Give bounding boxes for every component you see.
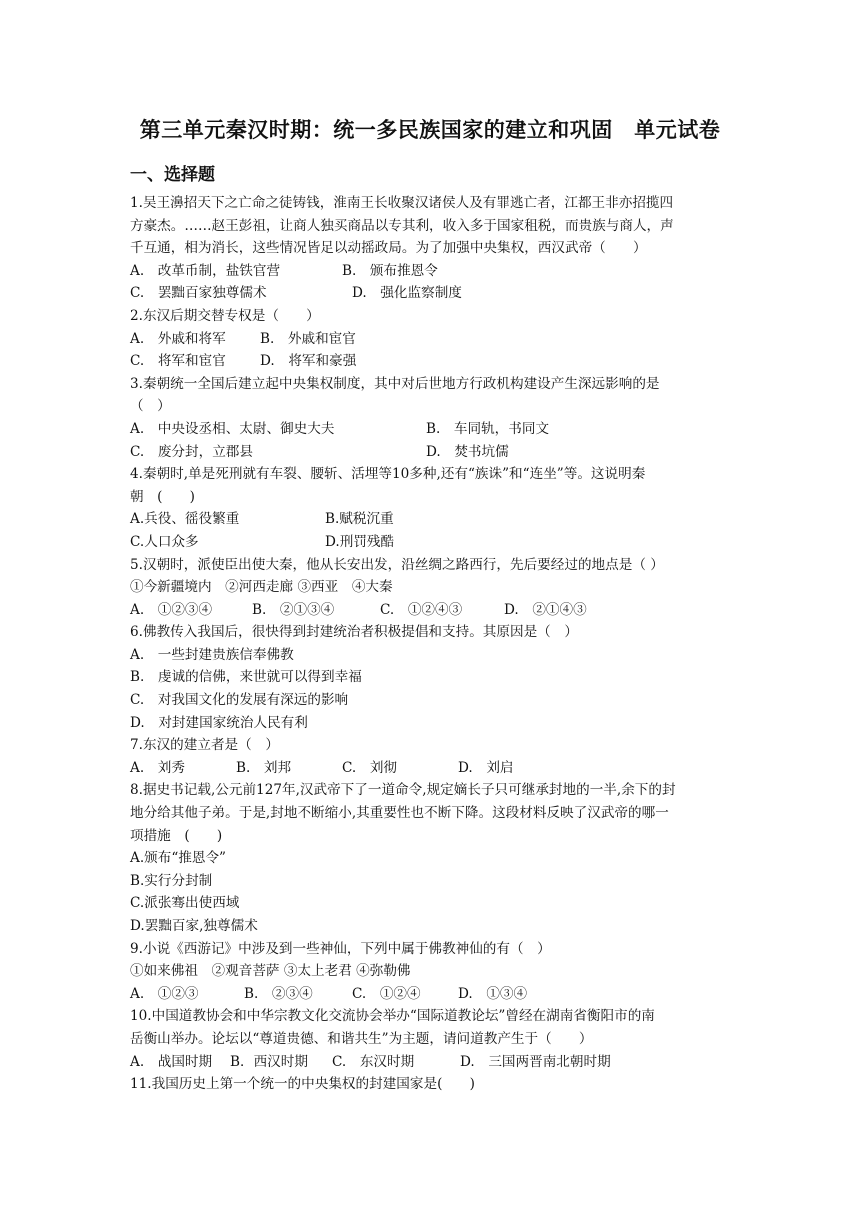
option-c[interactable]: C.派张骞出使西域 (130, 895, 240, 912)
options-row (130, 599, 730, 622)
question-text: 地分给其他子弟。于是,封地不断缩小,其重要性也不断下降。这段材料反映了汉武帝的哪一 (130, 805, 669, 822)
option-d[interactable]: D. 对封建国家统治人民有利 (130, 714, 308, 731)
option-b[interactable]: B．西汉时期 (230, 1053, 308, 1070)
question-items: ①如来佛祖 ②观音菩萨 ③太上老君 ④弥勒佛 (130, 963, 411, 980)
question-text: 10.中国道教协会和中华宗教文化交流协会举办“国际道教论坛”曾经在湖南省衡阳市的南 (130, 1008, 655, 1025)
question-text: 项措施 ( ) (130, 827, 223, 844)
option-a[interactable]: A.颁布“推恩令” (130, 850, 227, 867)
option-c[interactable]: C. 将军和宦官 (130, 353, 226, 370)
question-5 (130, 554, 730, 622)
options-row (130, 350, 730, 373)
option-d[interactable]: D. 刘启 (458, 759, 514, 776)
option-b[interactable]: B. 刘邦 (236, 759, 292, 776)
option-a[interactable]: A. 外戚和将军 (130, 330, 226, 347)
option-d[interactable]: D. ①③④ (458, 985, 528, 1002)
option-a[interactable]: A. 中央设丞相、太尉、御史大夫 (130, 420, 335, 437)
option-a[interactable]: A. 战国时期 (130, 1053, 213, 1070)
question-text: 千互通，相为消长，这些情况皆足以动摇政局。为了加强中央集权，西汉武帝（ ） (130, 240, 647, 257)
options-row (130, 441, 730, 464)
question-text: 岳衡山举办。论坛以“尊道贵德、和谐共生”为主题，请问道教产生于（ ） (130, 1030, 593, 1047)
options-row (130, 983, 730, 1006)
question-text: 方豪杰。……赵王彭祖，让商人独买商品以专其利，收入多于国家租税，而贵族与商人，声 (130, 217, 674, 234)
question-text: （ ） (130, 398, 171, 415)
question-2 (130, 305, 730, 373)
question-8 (130, 779, 730, 937)
option-b[interactable]: B.赋税沉重 (325, 511, 394, 528)
option-c[interactable]: C. 对我国文化的发展有深远的影响 (130, 692, 349, 709)
option-a[interactable]: A. 一些封建贵族信奉佛教 (130, 646, 294, 663)
question-text: 1.吴王濞招天下之亡命之徒铸钱，淮南王长收聚汉诸侯人及有罪逃亡者，江都王非亦招揽四 (130, 195, 674, 211)
option-b[interactable]: B. ②③④ (244, 985, 313, 1002)
question-7 (130, 734, 730, 779)
options-row (130, 260, 730, 283)
option-c[interactable]: C. 罢黜百家独尊儒术 (130, 285, 267, 302)
option-b[interactable]: B. 颁布推恩令 (342, 262, 438, 279)
option-a[interactable]: A. 刘秀 (130, 759, 185, 776)
options-row (130, 1051, 730, 1074)
option-b[interactable]: B. ②①③④ (252, 601, 335, 618)
option-d[interactable]: D. 焚书坑儒 (426, 443, 509, 460)
option-a[interactable]: A.兵役、徭役繁重 (130, 511, 240, 528)
page-title: 第三单元秦汉时期：统一多民族国家的建立和巩固 单元试卷 (139, 118, 721, 142)
option-a[interactable]: A. ①②③ (130, 985, 199, 1002)
question-text: 7.东汉的建立者是（ ） (130, 737, 279, 754)
options-row (130, 328, 730, 351)
question-text: 4.秦朝时,单是死刑就有车裂、腰斩、活埋等10多种,还有“族诛”和“连坐”等。这说明秦 (130, 466, 646, 483)
option-d[interactable]: D. 三国两晋南北朝时期 (460, 1053, 611, 1070)
option-c[interactable]: C. 刘彻 (342, 759, 398, 776)
option-d[interactable]: D. 将军和豪强 (260, 353, 357, 370)
option-d[interactable]: D.罢黜百家,独尊儒术 (130, 918, 258, 934)
question-text: 5.汉朝时，派使臣出使大秦，他从长安出发，沿丝绸之路西行，先后要经过的地点是（ ） (130, 556, 664, 573)
question-11 (130, 1073, 730, 1096)
question-text: 朝 ( ) (130, 488, 195, 505)
option-d[interactable]: D. ②①④③ (504, 601, 587, 618)
question-6 (130, 621, 730, 734)
option-b[interactable]: B. 虔诚的信佛，来世就可以得到幸福 (130, 669, 362, 686)
question-text: 8.据史书记载,公元前127年,汉武帝下了一道命令,规定嫡长子只可继承封地的一半,余下的封 (130, 782, 676, 799)
options-row (130, 508, 730, 531)
options-row (130, 282, 730, 305)
question-text: 2.东汉后期交替专权是（ ） (130, 307, 320, 324)
option-c[interactable]: C.人口众多 (130, 533, 199, 550)
question-list (130, 192, 730, 1096)
option-b[interactable]: B.实行分封制 (130, 872, 213, 889)
option-c[interactable]: C. 东汉时期 (332, 1053, 415, 1070)
options-row (130, 418, 730, 441)
option-c[interactable]: C. 废分封，立郡县 (130, 443, 253, 460)
options-row (130, 757, 730, 780)
question-4 (130, 463, 730, 553)
option-d[interactable]: D. 强化监察制度 (352, 285, 462, 302)
question-text: 9.小说《西游记》中涉及到一些神仙，下列中属于佛教神仙的有（ ） (130, 940, 551, 957)
question-10 (130, 1005, 730, 1073)
question-text: 3.秦朝统一全国后建立起中央集权制度，其中对后世地方行政机构建设产生深远影响的是 (130, 375, 660, 392)
options-row (130, 531, 730, 554)
option-d[interactable]: D.刑罚残酷 (325, 533, 395, 550)
section-heading: 一、选择题 (130, 165, 215, 185)
option-c[interactable]: C. ①②④③ (380, 601, 463, 618)
option-c[interactable]: C. ①②④ (352, 985, 421, 1002)
question-items: ①今新疆境内 ②河西走廊 ③西亚 ④大秦 (130, 579, 393, 596)
option-b[interactable]: B. 外戚和宦官 (260, 330, 356, 347)
option-b[interactable]: B. 车同轨，书同文 (426, 420, 550, 437)
option-a[interactable]: A. 改革币制，盐铁官营 (130, 262, 281, 279)
option-a[interactable]: A. ①②③④ (130, 601, 213, 618)
question-3 (130, 373, 730, 463)
question-1 (130, 192, 730, 305)
question-text: 6.佛教传入我国后，很快得到封建统治者积极提倡和支持。其原因是（ ） (130, 624, 578, 641)
question-9 (130, 938, 730, 1006)
question-text: 11.我国历史上第一个统一的中央集权的封建国家是( ) (130, 1076, 475, 1093)
